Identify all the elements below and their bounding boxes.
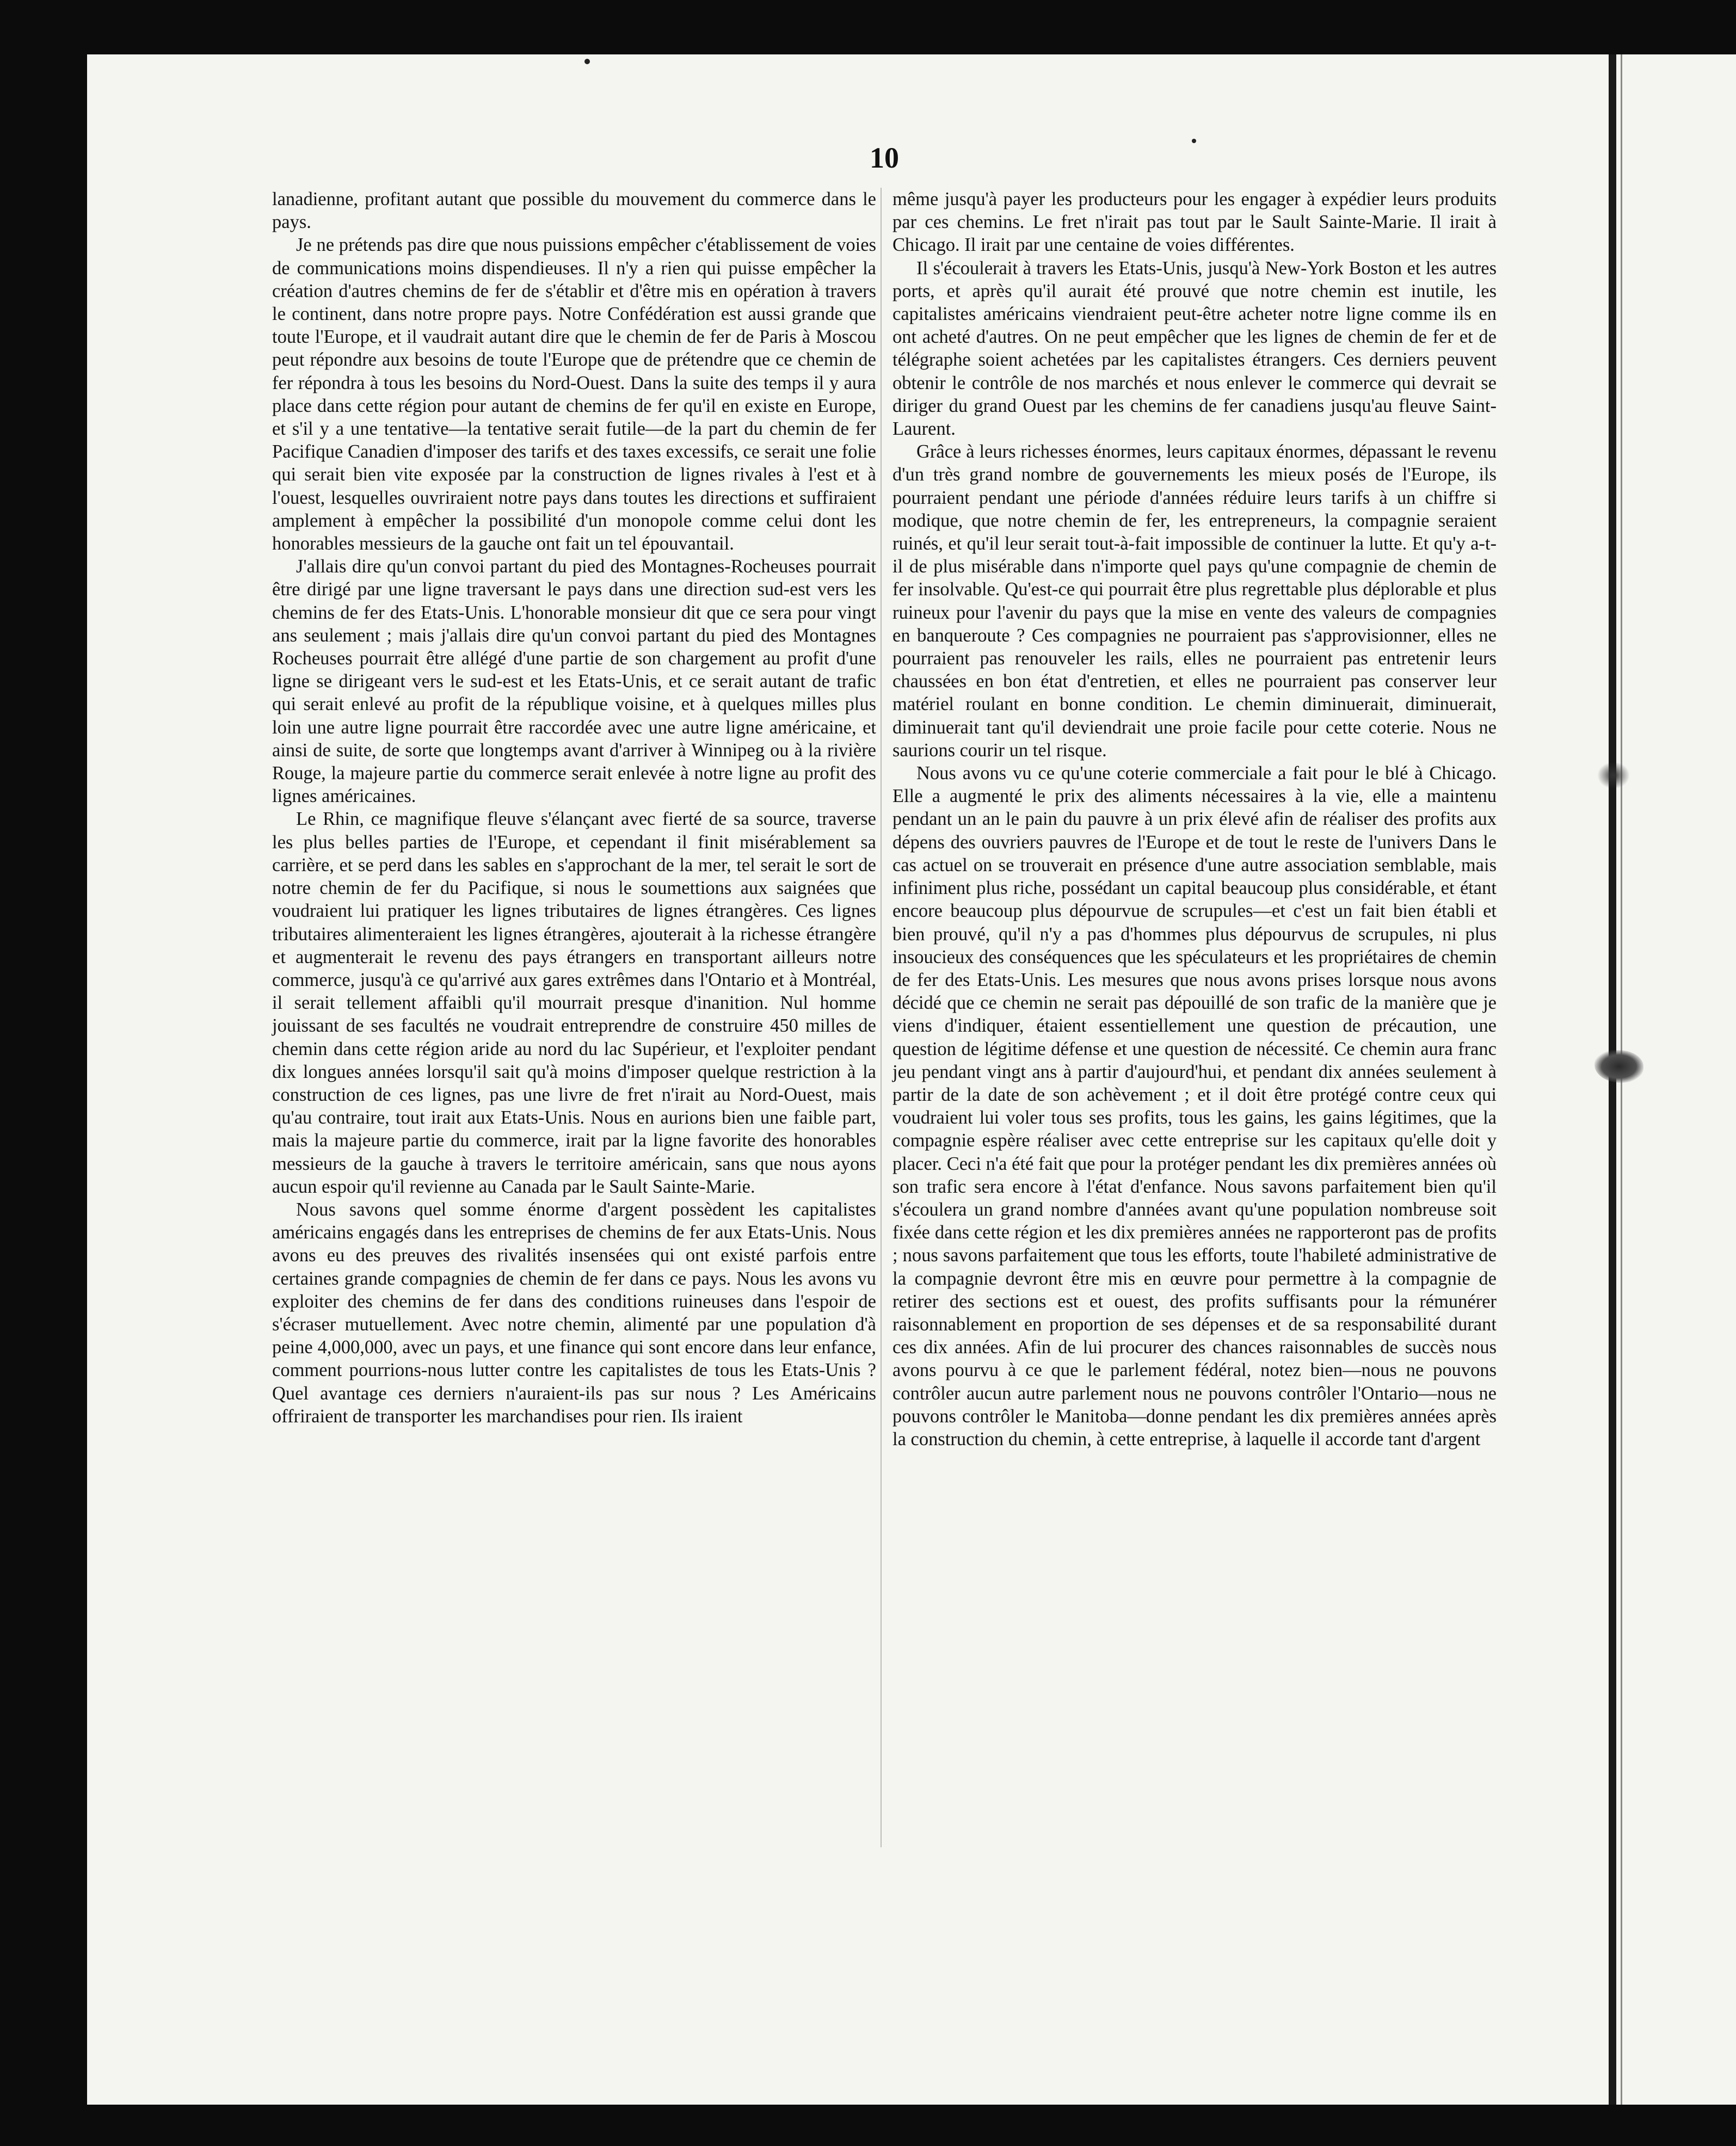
text-column-left (272, 188, 876, 1902)
ink-speck (1192, 139, 1196, 143)
paragraph: lanadienne, profitant autant que possible du mouvement du commerce dans le pays. (272, 189, 876, 233)
paragraph: même jusqu'à payer les producteurs pour les engager à expédier leurs produits par ces chemins. Le fret n'irait pas tout par le Sault Sainte-Marie. Il irait à Chicago. Il irait par une centaine de voies différentes. (892, 189, 1497, 256)
paragraph: Nous avons vu ce qu'une coterie commerciale a fait pour le blé à Chicago. Elle a augmenté le prix des aliments nécessaires à la vie, elle a maintenu pendant un an le pain du pauvre à un prix élevé afin de réaliser des profits aux dépens des ouvriers pauvres de l'Europe et de tout le reste de l'univers Dans le cas actuel on se trouverait en présence d'une autre association semblable, mais infiniment plus riche, possédant un capital beaucoup plus considérable, et étant encore beaucoup plus dépourvue de scrupules—et c'est un fait bien établi et bien prouvé, qu'il n'y a pas d'hommes plus dépourvus de scrupules, ni plus insoucieux des conséquences que les spéculateurs et les propriétaires de chemin de fer des Etats-Unis. Les mesures que nous avons prises lorsque nous avons décidé que ce chemin ne serait pas dépouillé de son trafic de la manière que je viens d'indiquer, étaient essentiellement une question de précaution, une question de légitime défense et une question de nécessité. Ce chemin aura franc jeu pendant vingt ans à partir d'aujourd'hui, et pendant dix années seulement à partir de la date de son achèvement ; et il doit être protégé contre ceux qui voudraient lui voler tous ses profits, tous les gains, les gains légitimes, que la compagnie espère réaliser avec cette entreprise sur les capitaux qu'elle doit y placer. Ceci n'a été fait que pour la protéger pendant les dix premières années où son trafic sera encore à l'état d'enfance. Nous savons parfaitement bien qu'il s'écoulera un grand nombre d'années avant qu'une population nombreuse soit fixée dans cette région et les dix premières années ne rapporteront pas de profits ; nous savons parfaitement que tous les efforts, toute l'habileté administrative de la compagnie devront être mis en œuvre pour permettre à la compagnie de retirer des sections est et ouest, des profits suffisants pour la rémunérer raisonnablement en proportion de ses dépenses et de sa responsabilité durant ces dix années. Afin de lui procurer des chances raisonnables de succès nous avons pourvu à ce que le parlement fédéral, notez bien—nous ne pouvons contrôler aucun autre parlement nous ne pouvons contrôler l'Ontario—nous ne pouvons contrôler le Manitoba—donne pendant les dix premières années après la construction du chemin, à cette entreprise, à laquelle il accorde tant d'argent (892, 763, 1497, 1450)
paragraph: Grâce à leurs richesses énormes, leurs capitaux énormes, dépassant le revenu d'un très grand nombre de gouvernements les mieux posés de l'Europe, ils pourraient pendant une période d'années réduire leurs tarifs à un chiffre si modique, que notre chemin de fer, les entrepreneurs, la compagnie seraient ruinés, et qu'il leur serait tout-à-fait impossible de continuer la lutte. Et qu'y a-t-il de plus misérable dans n'importe quel pays qu'une compagnie de chemin de fer insolvable. Qu'est-ce qui pourrait être plus regrettable plus déplorable et plus ruineux pour l'avenir du pays que la mise en vente des valeurs de compagnies en banqueroute ? Ces compagnies ne pourraient pas s'approvisionner, elles ne pourraient pas renouveler les rails, elles ne pourraient pas entretenir leurs chaussées en bon état d'entretien, et elles ne pourraient pas conserver leur matériel roulant en bonne condition. Le chemin diminuerait, diminuerait, diminuerait tant qu'il deviendrait une proie facile pour cette coterie. Nous ne saurions courir un tel risque. (892, 441, 1497, 761)
scan-border-top (0, 0, 1736, 54)
scan-border-left (0, 0, 87, 2146)
paragraph: Il s'écoulerait à travers les Etats-Unis, jusqu'à New-York Boston et les autres ports, et après qu'il aurait été prouvé que notre chemin est inutile, les capitalistes américains viendraient peut-être acheter notre ligne comme ils en ont acheté d'autres. On ne peut empêcher que les lignes de chemin de fer et de télégraphe soient achetées par les capitalistes étrangers. Ces derniers peuvent obtenir le contrôle de nos marchés et nous enlever le commerce qui devrait se diriger du grand Ouest par les chemins de fer canadiens jusqu'au fleuve Saint-Laurent. (892, 257, 1497, 440)
paragraph: Nous savons quel somme énorme d'argent possèdent les capitalistes américains engagés dans les entreprises de chemins de fer aux Etats-Unis. Nous avons eu des preuves des rivalités insensées qui ont existé parfois entre certaines grande compagnies de chemin de fer dans ce pays. Nous les avons vu exploiter des chemins de fer dans des conditions ruineuses dans l'espoir de s'écraser mutuellement. Avec notre chemin, alimenté par une population d'à peine 4,000,000, avec un pays, et une finance qui sont encore dans leur enfance, comment pourrions-nous lutter contre les capitalistes de tous les Etats-Unis ? Quel avantage ces derniers n'auraient-ils pas sur nous ? Les Américains offriraient de transporter les marchandises pour rien. Ils iraient (272, 1199, 876, 1427)
paper-blemish-mark (1597, 762, 1630, 789)
scan-border-bottom (0, 2105, 1736, 2146)
paper-tear-mark (1595, 1050, 1643, 1083)
page-number: 10 (870, 141, 899, 174)
paragraph: J'allais dire qu'un convoi partant du pied des Montagnes-Rocheuses pourrait être dirigé par une ligne traversant le pays dans une direction sud-est vers les chemins de fer des Etats-Unis. L'honorable monsieur dit que ce sera pour vingt ans seulement ; mais j'allais dire qu'un convoi partant du pied des Montagnes Rocheuses pourrait être allégé d'une partie de son chargement au profit d'une ligne se dirigeant vers le sud-est et les Etats-Unis, et ce serait autant de trafic qui serait enlevé au profit de la république voisine, et à quelques milles plus loin une autre ligne pourrait être raccordée avec une autre ligne américaine, et ainsi de suite, de sorte que longtemps avant d'arriver à Winnipeg ou à la rivière Rouge, la majeure partie du commerce serait enlevée à notre ligne au profit des lignes américaines. (272, 556, 876, 807)
paragraph: Je ne prétends pas dire que nous puissions empêcher c'établissement de voies de communications moins dispendieuses. Il n'y a rien qui puisse empêcher la création d'autres chemins de fer de s'établir et d'être mis en opération à travers le continent, dans notre propre pays. Notre Confédération est aussi grande que toute l'Europe, et il vaudrait autant dire que le chemin de fer de Paris à Moscou peut répondre aux besoins de toute l'Europe que de prétendre que ce chemin de fer répondra à tous les besoins du Nord-Ouest. Dans la suite des temps il y aura place dans cette région pour autant de chemins de fer qu'il en existe en Europe, et s'il y a une tentative—la tentative serait futile—de la part du chemin de fer Pacifique Canadien d'imposer des tarifs et des taxes excessifs, ce serait une folie qui serait bien vite exposée par la construction de lignes rivales à l'est et à l'ouest, lesquelles ouvriraient notre pays dans toutes les directions et suffiraient amplement à empêcher la possibilité d'un monopole comme celui dont les honorables messieurs de la gauche ont fait un tel épouvantail. (272, 235, 876, 554)
ink-speck (584, 59, 590, 64)
paragraph: Le Rhin, ce magnifique fleuve s'élançant avec fierté de sa source, traverse les plus belles parties de l'Europe, et cependant il finit misérablement sa carrière, et se perd dans les sables en s'approchant de la mer, tel serait le sort de notre chemin de fer du Pacifique, si nous le soumettions aux saignées que voudraient lui pratiquer les lignes tributaires de lignes étrangères. Ces lignes tributaires alimenteraient les lignes étrangères, ajouterait à la richesse étrangère et augmenterait le revenu des pays étrangers en transportant ailleurs notre commerce, jusqu'à ce qu'arrivé aux gares extrêmes dans l'Ontario et à Montréal, il serait tellement affaibli qu'il mourrait presque d'inanition. Nul homme jouissant de ses facultés ne voudrait entreprendre de construire 450 milles de chemin dans cette région aride au nord du lac Supérieur, et l'exploiter pendant dix longues années lorsqu'il sait qu'à moins d'imposer quelque restriction à la construction de ces lignes, pas une livre de fret n'irait au Nord-Ouest, mais qu'au contraire, tout irait aux Etats-Unis. Nous en aurions bien une faible part, mais la majeure partie du commerce, irait par la ligne favorite des honorables messieurs de la gauche à travers le territoire américain, sans que nous ayons aucun espoir qu'il revienne au Canada par le Sault Sainte-Marie. (272, 809, 876, 1197)
text-column-right (892, 188, 1497, 1902)
column-divider (881, 188, 882, 1847)
